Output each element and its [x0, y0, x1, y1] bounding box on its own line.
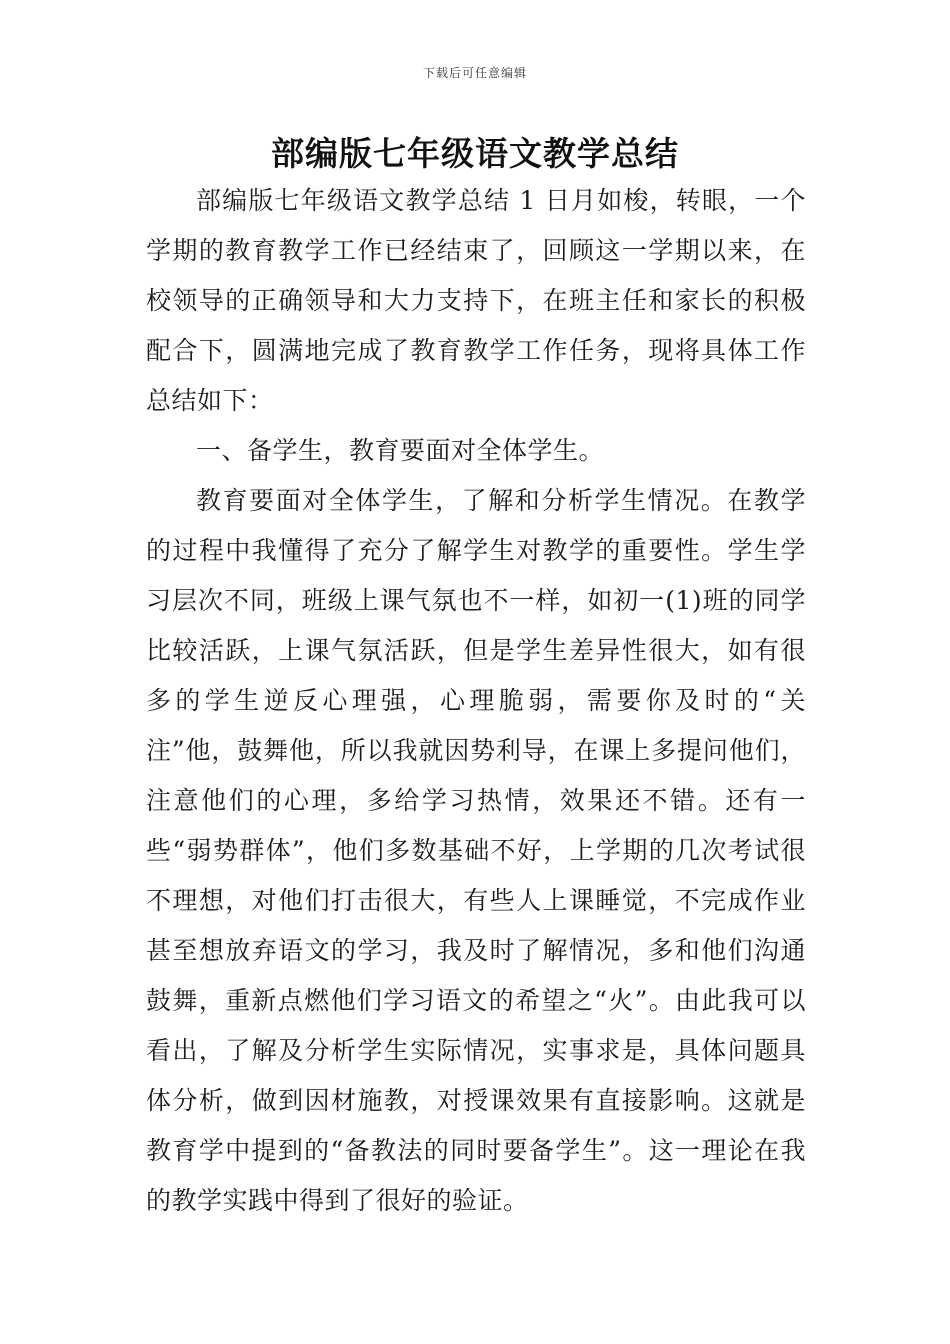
page-header-note: 下载后可任意编辑	[422, 66, 527, 80]
document-title: 部编版七年级语文教学总结	[271, 134, 679, 173]
paragraph-intro: 部编版七年级语文教学总结 1 日月如梭，转眼，一个学期的教育教学工作已经结束了，回顾这一学期以来，在校领导的正确领导和大力支持下，在班主任和家长的积极配合下，圆满地完成了教育教学工作任务，现将具体工作总结如下：	[146, 186, 806, 415]
paragraph-section-1: 教育要面对全体学生，了解和分析学生情况。在教学的过程中我懂得了充分了解学生对教学的重要性。学生学习层次不同，班级上课气氛也不一样，如初一(1)班的同学比较活跃，上课气氛活跃，但是学生差异性很大，如有很多的学生逆反心理强，心理脆弱，需要你及时的“关注”他，鼓舞他，所以我就因势利导，在课上多提问他们，注意他们的心理，多给学习热情，效果还不错。还有一些“弱势群体”，他们多数基础不好，上学期的几次考试很不理想，对他们打击很大，有些人上课睡觉，不完成作业甚至想放弃语文的学习，我及时了解情况，多和他们沟通鼓舞，重新点燃他们学习语文的希望之“火”。由此我可以看出，了解及分析学生实际情况，实事求是，具体问题具体分析，做到因材施教，对授课效果有直接影响。这就是教育学中提到的“备教法的同时要备学生”。这一理论在我的教学实践中得到了很好的验证。	[146, 486, 806, 1215]
document-body	[146, 176, 806, 1226]
section-heading-1: 一、备学生，教育要面对全体学生。	[196, 436, 605, 465]
